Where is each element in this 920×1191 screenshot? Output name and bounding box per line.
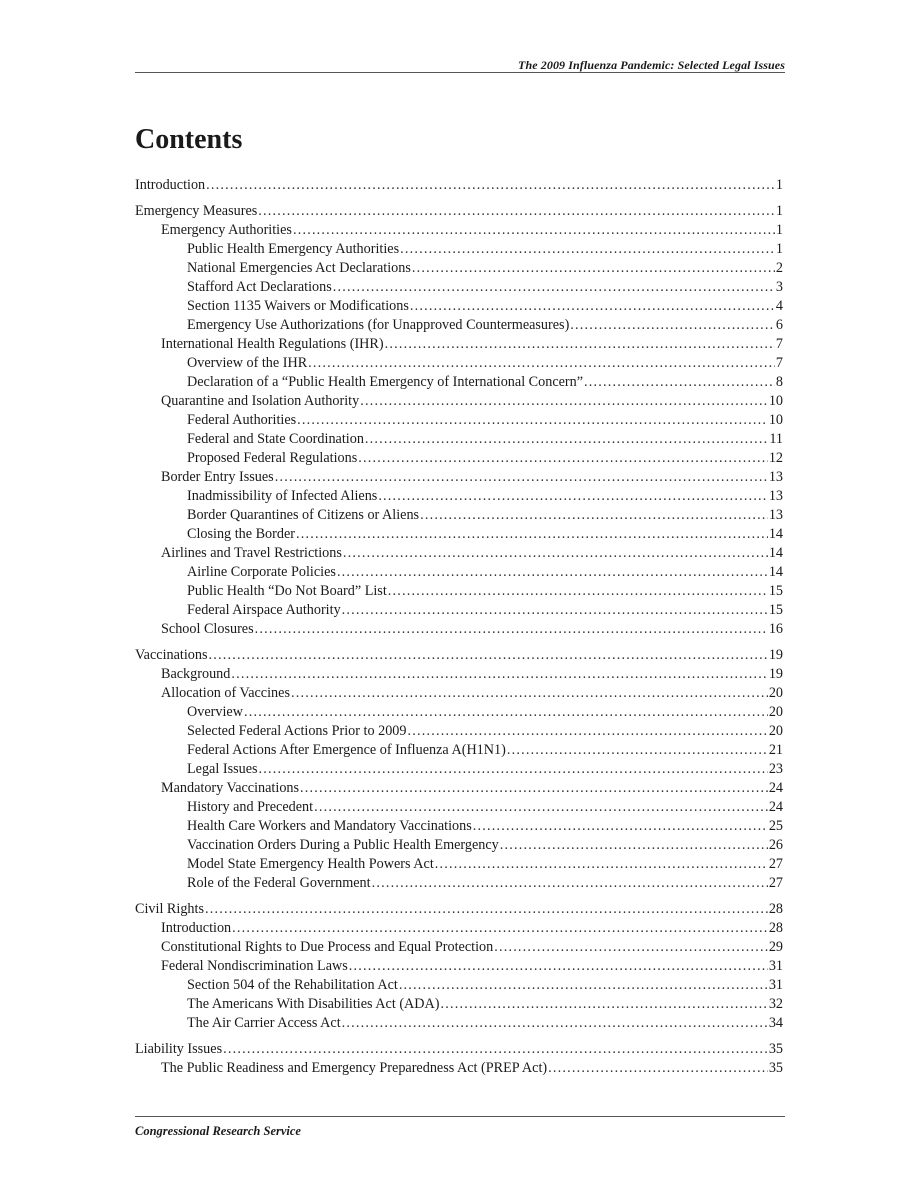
toc-entry-title: School Closures [161,621,254,637]
toc-entry-page: 13 [768,488,783,504]
toc-dot-leader [308,354,775,373]
toc-dot-leader [205,900,768,919]
toc-entry[interactable] [135,392,783,411]
toc-entry-title: International Health Regulations (IHR) [161,336,384,352]
toc-dot-leader [412,259,775,278]
toc-dot-leader [400,240,775,259]
toc-entry-title: Emergency Authorities [161,222,292,238]
toc-entry-title: Selected Federal Actions Prior to 2009 [187,723,407,739]
toc-entry-title: Federal and State Coordination [187,431,364,447]
toc-entry-page: 29 [768,939,783,955]
toc-dot-leader [337,563,768,582]
toc-entry-title: Border Entry Issues [161,469,274,485]
toc-entry[interactable] [135,506,783,525]
toc-entry-page: 10 [768,393,783,409]
toc-entry[interactable] [135,449,783,468]
toc-entry-page: 24 [768,780,783,796]
toc-entry-title: Federal Airspace Authority [187,602,341,618]
toc-entry-title: Emergency Measures [135,203,258,219]
toc-entry-page: 19 [768,666,783,682]
toc-entry-page: 10 [768,412,783,428]
toc-entry[interactable] [135,563,783,582]
toc-entry[interactable] [135,620,783,639]
toc-entry[interactable] [135,957,783,976]
toc-entry-title: Overview [187,704,243,720]
toc-dot-leader [360,392,768,411]
toc-entry-page: 20 [768,723,783,739]
toc-dot-leader [275,468,768,487]
toc-entry[interactable] [135,544,783,563]
toc-entry[interactable] [135,1059,783,1078]
toc-entry[interactable] [135,684,783,703]
toc-entry-page: 28 [768,920,783,936]
toc-entry[interactable] [135,798,783,817]
toc-entry-title: Vaccinations [135,647,208,663]
toc-entry-page: 1 [775,203,783,219]
toc-entry-page: 7 [775,336,783,352]
toc-entry[interactable] [135,703,783,722]
toc-dot-leader [473,817,768,836]
toc-entry-page: 35 [768,1041,783,1057]
toc-entry-title: The Public Readiness and Emergency Preparedness Act (PREP Act) [161,1060,548,1076]
toc-entry-title: Border Quarantines of Citizens or Aliens [187,507,420,523]
toc-entry[interactable] [135,202,783,221]
toc-dot-leader [399,976,768,995]
toc-dot-leader [407,722,767,741]
toc-entry-title: Overview of the IHR [187,355,308,371]
toc-dot-leader [378,487,768,506]
toc-dot-leader [570,316,775,335]
toc-entry[interactable] [135,601,783,620]
toc-entry-title: The Air Carrier Access Act [187,1015,341,1031]
toc-dot-leader [500,836,768,855]
toc-entry-page: 25 [768,818,783,834]
running-footer [135,1116,785,1140]
toc-entry-page: 28 [768,901,783,917]
toc-entry-title: History and Precedent [187,799,314,815]
toc-dot-leader [293,221,775,240]
toc-entry-title: Introduction [135,177,206,193]
toc-entry-title: Federal Nondiscrimination Laws [161,958,348,974]
toc-entry-page: 27 [768,875,783,891]
toc-entry-page: 1 [775,177,783,193]
toc-entry-page: 19 [768,647,783,663]
toc-dot-leader [223,1040,768,1059]
toc-entry-title: Federal Actions After Emergence of Influenza A(H1N1) [187,742,506,758]
toc-entry-page: 1 [775,222,783,238]
toc-entry[interactable] [135,836,783,855]
toc-entry-title: Mandatory Vaccinations [161,780,300,796]
toc-entry[interactable] [135,976,783,995]
toc-entry-page: 34 [768,1015,783,1031]
toc-entry[interactable] [135,900,783,919]
toc-dot-leader [300,779,768,798]
toc-entry-title: Health Care Workers and Mandatory Vaccinations [187,818,472,834]
toc-dot-leader [507,741,768,760]
toc-entry-page: 26 [768,837,783,853]
toc-entry-page: 31 [768,977,783,993]
toc-dot-leader [441,995,768,1014]
toc-dot-leader [297,411,768,430]
toc-entry-page: 31 [768,958,783,974]
toc-entry[interactable] [135,487,783,506]
toc-dot-leader [420,506,768,525]
toc-entry-page: 16 [768,621,783,637]
toc-entry[interactable] [135,760,783,779]
toc-dot-leader [548,1059,768,1078]
toc-entry-page: 13 [768,469,783,485]
toc-entry-title: Quarantine and Isolation Authority [161,393,360,409]
toc-entry-title: Federal Authorities [187,412,297,428]
toc-entry-page: 35 [768,1060,783,1076]
toc-entry-title: Airlines and Travel Restrictions [161,545,342,561]
toc-entry[interactable] [135,430,783,449]
toc-entry[interactable] [135,354,783,373]
toc-dot-leader [388,582,768,601]
toc-dot-leader [584,373,775,392]
toc-entry-page: 32 [768,996,783,1012]
toc-entry[interactable] [135,335,783,354]
toc-entry[interactable] [135,779,783,798]
toc-entry-title: Civil Rights [135,901,204,917]
toc-dot-leader [343,544,768,563]
toc-entry[interactable] [135,741,783,760]
toc-entry-title: Declaration of a “Public Health Emergency of International Concern” [187,374,584,390]
toc-entry-page: 13 [768,507,783,523]
toc-entry-title: Inadmissibility of Infected Aliens [187,488,378,504]
toc-entry[interactable] [135,221,783,240]
toc-entry-page: 8 [775,374,783,390]
toc-entry-title: Stafford Act Declarations [187,279,332,295]
toc-dot-leader [296,525,768,544]
toc-entry-page: 23 [768,761,783,777]
toc-dot-leader [258,202,775,221]
toc-entry-page: 20 [768,685,783,701]
toc-entry-page: 27 [768,856,783,872]
toc-entry-title: Role of the Federal Government [187,875,371,891]
toc-entry[interactable] [135,874,783,893]
toc-entry[interactable] [135,316,783,335]
toc-entry-title: National Emergencies Act Declarations [187,260,411,276]
toc-entry-page: 6 [775,317,783,333]
toc-dot-leader [255,620,768,639]
toc-dot-leader [365,430,768,449]
toc-entry-title: Vaccination Orders During a Public Health Emergency [187,837,499,853]
footer-org: Congressional Research Service [135,1124,301,1138]
toc-entry[interactable] [135,240,783,259]
toc-entry-title: Closing the Border [187,526,295,542]
toc-dot-leader [342,601,768,620]
toc-dot-leader [410,297,775,316]
toc-entry-page: 11 [769,431,783,447]
toc-entry[interactable] [135,176,783,195]
toc-entry[interactable] [135,278,783,297]
toc-entry[interactable] [135,995,783,1014]
toc-entry[interactable] [135,1014,783,1033]
toc-dot-leader [372,874,768,893]
toc-entry-title: Legal Issues [187,761,258,777]
toc-entry-title: Liability Issues [135,1041,223,1057]
toc-entry[interactable] [135,919,783,938]
toc-entry-title: Proposed Federal Regulations [187,450,358,466]
toc-entry-title: Section 1135 Waivers or Modifications [187,298,409,314]
toc-entry-title: Constitutional Rights to Due Process and Equal Protection [161,939,494,955]
toc-dot-leader [435,855,768,874]
toc-entry[interactable] [135,1040,783,1059]
toc-dot-leader [232,919,768,938]
toc-entry-page: 24 [768,799,783,815]
toc-entry-page: 14 [768,564,783,580]
toc-dot-leader [244,703,768,722]
toc-dot-leader [259,760,768,779]
toc-entry-title: Introduction [161,920,232,936]
toc-entry[interactable] [135,646,783,665]
running-title: The 2009 Influenza Pandemic: Selected Legal Issues [518,58,785,72]
toc-entry-title: Airline Corporate Policies [187,564,336,580]
toc-entry[interactable] [135,259,783,278]
toc-entry-page: 14 [768,526,783,542]
toc-dot-leader [385,335,775,354]
toc-entry-page: 4 [775,298,783,314]
toc-entry[interactable] [135,938,783,957]
toc-entry-title: Section 504 of the Rehabilitation Act [187,977,398,993]
toc-dot-leader [209,646,768,665]
toc-entry-page: 21 [768,742,783,758]
toc-entry-title: Model State Emergency Health Powers Act [187,856,434,872]
toc-entry-title: Public Health “Do Not Board” List [187,583,387,599]
toc-entry-page: 20 [768,704,783,720]
toc-dot-leader [231,665,767,684]
toc-entry-title: Public Health Emergency Authorities [187,241,400,257]
toc-entry-page: 12 [768,450,783,466]
toc-entry[interactable] [135,817,783,836]
toc-entry-title: The Americans With Disabilities Act (ADA) [187,996,440,1012]
table-of-contents [135,176,783,1078]
toc-dot-leader [494,938,768,957]
toc-dot-leader [314,798,768,817]
toc-entry-page: 1 [775,241,783,257]
toc-entry-page: 2 [775,260,783,276]
page-title: Contents [135,124,243,155]
toc-entry-title: Allocation of Vaccines [161,685,290,701]
toc-entry-title: Emergency Use Authorizations (for Unapproved Countermeasures) [187,317,570,333]
toc-dot-leader [333,278,775,297]
toc-entry[interactable] [135,411,783,430]
running-header [135,56,785,73]
toc-entry-page: 15 [768,602,783,618]
toc-entry[interactable] [135,722,783,741]
toc-entry[interactable] [135,582,783,601]
toc-entry-page: 3 [775,279,783,295]
toc-dot-leader [358,449,768,468]
toc-entry-page: 15 [768,583,783,599]
toc-entry[interactable] [135,468,783,487]
toc-entry-page: 14 [768,545,783,561]
toc-dot-leader [291,684,768,703]
toc-entry[interactable] [135,373,783,392]
toc-entry-title: Background [161,666,231,682]
toc-entry-page: 7 [775,355,783,371]
toc-entry[interactable] [135,525,783,544]
toc-dot-leader [349,957,768,976]
toc-entry[interactable] [135,297,783,316]
toc-entry[interactable] [135,665,783,684]
toc-dot-leader [206,176,775,195]
toc-dot-leader [342,1014,768,1033]
toc-entry[interactable] [135,855,783,874]
